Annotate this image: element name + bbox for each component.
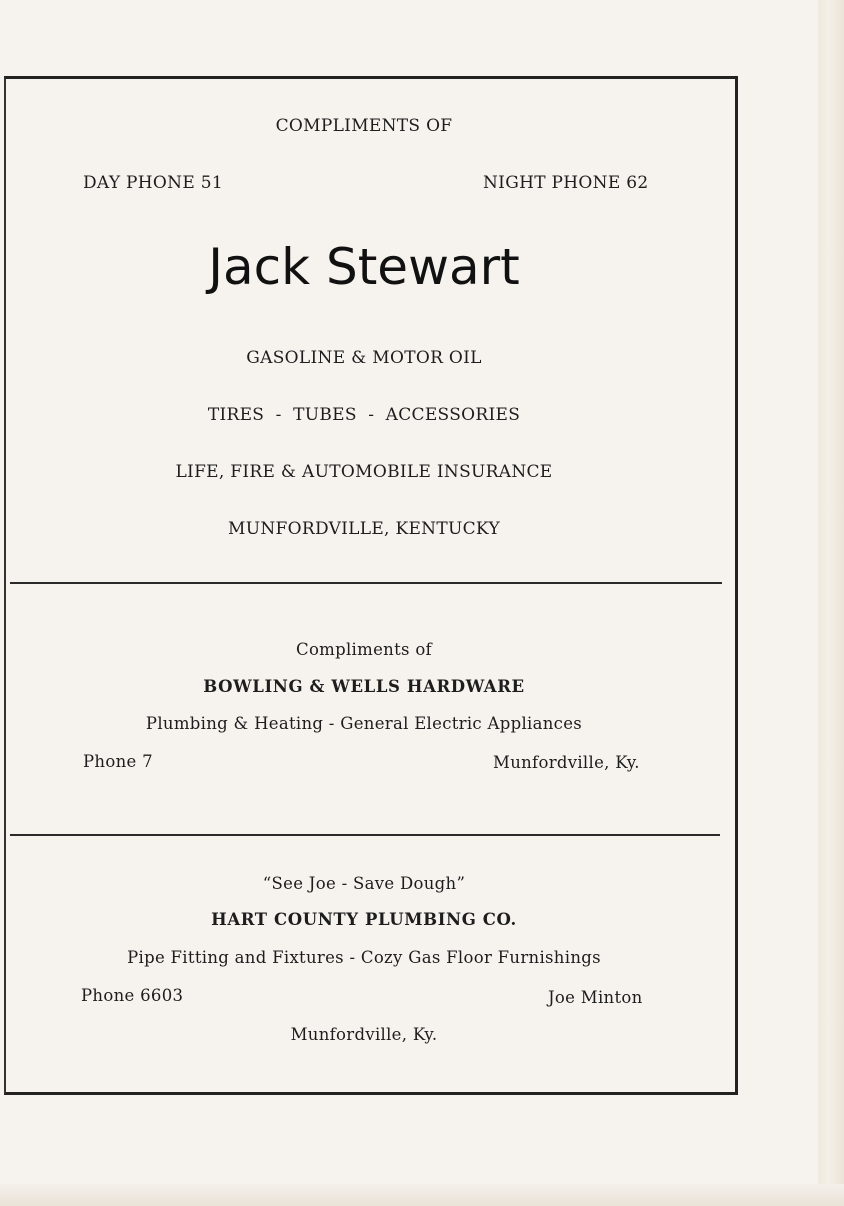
divider-1 (10, 582, 722, 584)
ad1-day-phone: DAY PHONE 51 (83, 173, 223, 193)
divider-2 (10, 834, 720, 836)
ad1-line-insurance: LIFE, FIRE & AUTOMOBILE INSURANCE (175, 462, 553, 482)
ad2-location: Munfordville, Ky. (493, 753, 640, 772)
ad3-phone: Phone 6603 (81, 986, 184, 1005)
ad2-business-name: BOWLING & WELLS HARDWARE (203, 677, 525, 696)
ad1-line-location: MUNFORDVILLE, KENTUCKY (228, 519, 500, 539)
ad3-location: Munfordville, Ky. (290, 1025, 438, 1044)
ad1-line-gasoline: GASOLINE & MOTOR OIL (246, 348, 482, 368)
ad3-slogan: “See Joe - Save Dough” (262, 874, 466, 893)
ad3-services: Pipe Fitting and Fixtures - Cozy Gas Floor Furnishings (127, 948, 601, 967)
ad1-heading: COMPLIMENTS OF (275, 116, 453, 136)
ad1-business-name: Jack Stewart (208, 238, 520, 296)
page-bottom-shade (0, 1184, 844, 1206)
ad2-heading: Compliments of (296, 640, 432, 659)
page-edge (818, 0, 844, 1206)
ad-page-frame (4, 76, 738, 1095)
ad1-night-phone: NIGHT PHONE 62 (483, 173, 649, 193)
ad2-services: Plumbing & Heating - General Electric Appliances (145, 714, 583, 733)
ad1-line-tires: TIRES - TUBES - ACCESSORIES (207, 405, 521, 425)
ad2-phone: Phone 7 (83, 752, 153, 771)
ad3-business-name: HART COUNTY PLUMBING CO. (211, 910, 517, 929)
ad3-owner: Joe Minton (548, 988, 643, 1007)
